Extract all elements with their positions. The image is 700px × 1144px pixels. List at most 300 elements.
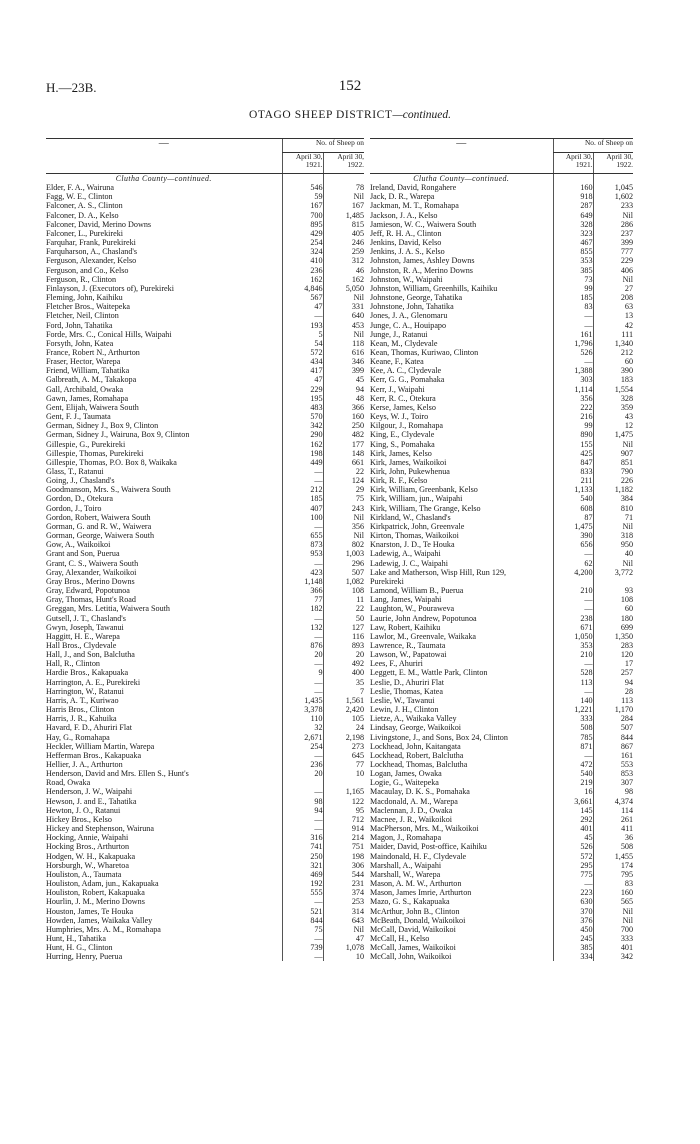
sheep-count-1921: — [282, 522, 323, 531]
sheep-count-1921: 99 [553, 421, 593, 430]
sheep-count-1922: Nil [323, 925, 364, 934]
sheep-count-1921: 155 [553, 440, 593, 449]
table-row [370, 311, 633, 320]
owner-name: Ladewig, J. C., Waipahi [370, 558, 448, 568]
owner-name: Purekireki [370, 576, 404, 586]
sheep-count-1921: 342 [282, 421, 323, 430]
sheep-count-1921: — [282, 632, 323, 641]
sheep-count-1921: — [282, 815, 323, 824]
sheep-count-1922: 42 [593, 321, 633, 330]
sheep-count-1922: 180 [593, 614, 633, 623]
owner-name: Gow, A., Waikoikoi [46, 540, 111, 550]
table-row [46, 476, 364, 485]
owner-name: Laurie, John Andrew, Popotunoa [370, 613, 477, 623]
right-sheep-table [370, 138, 633, 961]
sheep-count-1922: 374 [323, 888, 364, 897]
owner-name: Magon, J., Romahapa [370, 833, 442, 843]
sheep-count-1921: 1,435 [282, 696, 323, 705]
owner-name: Farquharson, A., Chasland's [46, 247, 138, 257]
sheep-count-1921: 193 [282, 321, 323, 330]
owner-name: Johnston, William, Greenhills, Kaihiku [370, 283, 498, 293]
date-header-1922: April 30, 1922. [323, 153, 364, 174]
sheep-count-1921: 77 [282, 595, 323, 604]
sheep-count-1922: Nil [323, 293, 364, 302]
sheep-count-1922: 853 [593, 769, 633, 778]
owner-name: Kilgour, J., Romahapa [370, 421, 444, 431]
sheep-count-1922: 802 [323, 540, 364, 549]
table-row [46, 467, 364, 476]
left-table-body [46, 174, 364, 962]
owner-name: Logie, G., Waitepeka [370, 778, 439, 788]
sheep-count-1921: 385 [553, 266, 593, 275]
table-row [46, 879, 364, 888]
sheep-count-1921: 236 [282, 266, 323, 275]
table-row [370, 568, 633, 577]
table-row [370, 659, 633, 668]
sheep-count-1921: 366 [282, 586, 323, 595]
sheep-count-1922: 553 [593, 760, 633, 769]
sheep-count-1922: 13 [593, 311, 633, 320]
table-row [370, 293, 633, 302]
sheep-count-1921: 483 [282, 403, 323, 412]
table-row [46, 348, 364, 357]
sheep-count-1922: 867 [593, 742, 633, 751]
table-row [46, 614, 364, 623]
table-row [46, 485, 364, 494]
sheep-count-1921: 5 [282, 330, 323, 339]
sheep-count-1921: 3,661 [553, 797, 593, 806]
sheep-count-1922: 60 [593, 604, 633, 613]
owner-name: Kirk, John, Pukewhenua [370, 467, 450, 476]
table-row [370, 266, 633, 275]
sheep-count-1922: 162 [323, 275, 364, 284]
sheep-count-1922: Nil [593, 440, 633, 449]
sheep-count-1922: 231 [323, 879, 364, 888]
table-row [46, 751, 364, 760]
owner-name: Hall, R., Clinton [46, 659, 100, 669]
sheep-count-1921: 567 [282, 293, 323, 302]
sheep-count-1922: 342 [593, 952, 633, 961]
table-row [46, 522, 364, 531]
sheep-count-1921: 671 [553, 623, 593, 632]
sheep-count-1922: 63 [593, 302, 633, 311]
sheep-count-1922: 346 [323, 357, 364, 366]
owner-name: Lindsay, George, Waikoikoi [370, 723, 462, 733]
sheep-count-1922: 226 [593, 476, 633, 485]
sheep-count-1921: 192 [282, 879, 323, 888]
owner-name: Gray, Alexander, Waikoikoi [46, 567, 137, 577]
table-row [46, 641, 364, 650]
sheep-count-1921: 1,221 [553, 705, 593, 714]
sheep-count-1921: — [282, 476, 323, 485]
sheep-count-1922: Nil [593, 211, 633, 220]
owner-name: Johnston, R. A., Merino Downs [370, 265, 473, 275]
sheep-count-1921: 450 [553, 925, 593, 934]
table-row [370, 440, 633, 449]
sheep-count-1922: 844 [593, 733, 633, 742]
sheep-count-1921: — [553, 604, 593, 613]
owner-name: Hunt, H. G., Clinton [46, 943, 113, 953]
sheep-count-1921: 2,671 [282, 733, 323, 742]
sheep-count-1922: 250 [323, 421, 364, 430]
owner-name: McArthur, John B., Clinton [370, 906, 460, 916]
sheep-count-1921: 83 [553, 302, 593, 311]
owner-name: Gillespie, Thomas, Purekireki [46, 448, 144, 458]
sheep-count-1922: 1,485 [323, 211, 364, 220]
table-row [46, 733, 364, 742]
owner-name: Gordon, Robert, Waiwera South [46, 512, 151, 522]
sheep-count-1921: 890 [553, 430, 593, 439]
sheep-count-1922: 212 [593, 348, 633, 357]
sheep-count-1922: 198 [323, 852, 364, 861]
date-header-1921: April 30, 1921. [282, 153, 323, 174]
sheep-count-1922: Nil [593, 559, 633, 568]
sheep-count-1921: 423 [282, 568, 323, 577]
table-row [46, 934, 364, 943]
sheep-count-1922: 120 [593, 650, 633, 659]
owner-name: Falconer, David, Merino Downs [46, 219, 152, 229]
table-row [46, 815, 364, 824]
sheep-count-1921: — [553, 751, 593, 760]
left-sheep-table [46, 138, 364, 961]
table-row [370, 229, 633, 238]
sheep-count-1921: 113 [553, 678, 593, 687]
table-row [370, 220, 633, 229]
sheep-count-1922: 507 [323, 568, 364, 577]
owner-name: Jenkins, J. A. S., Kelso [370, 247, 445, 257]
owner-name: Houliston, Adam, jun., Kakapuaka [46, 879, 159, 889]
owner-name: Hocking Bros., Arthurton [46, 842, 130, 852]
sheep-count-1921: 223 [553, 888, 593, 897]
table-row [370, 375, 633, 384]
sheep-count-1921: 608 [553, 504, 593, 513]
sheep-count-1922: 10 [323, 769, 364, 778]
owner-name: Falconer, D. A., Kelso [46, 210, 119, 220]
owner-name: Maindonald, H. F., Clydevale [370, 851, 467, 861]
owner-name: Macnee, J. R., Waikoikoi [370, 814, 453, 824]
owner-name: Marshall, W., Warepa [370, 869, 441, 879]
owner-name: Gray Bros., Merino Downs [46, 576, 135, 586]
sheep-count-1922: 174 [593, 861, 633, 870]
sheep-count-1922: 229 [593, 256, 633, 265]
sheep-count-1921: 656 [553, 540, 593, 549]
table-row [46, 778, 364, 787]
sheep-count-1922: 108 [323, 586, 364, 595]
owner-name: Houliston, A., Taumata [46, 869, 122, 879]
owner-name: Kerse, James, Kelso [370, 402, 436, 412]
table-row [46, 888, 364, 897]
owner-name: German, Sidney J., Wairuna, Box 9, Clinton [46, 430, 190, 440]
table-row [46, 201, 364, 210]
owner-name: Forde, Mrs. C., Conical Hills, Waipahi [46, 329, 172, 339]
sheep-count-1922: 22 [323, 467, 364, 476]
sheep-count-1922: 699 [593, 623, 633, 632]
sheep-count-1921: 4,846 [282, 284, 323, 293]
owner-name: Johnston, James, Ashley Downs [370, 256, 475, 266]
owner-name: Kee, A. C., Clydevale [370, 366, 442, 376]
table-row [46, 833, 364, 842]
table-row [46, 952, 364, 961]
table-row [370, 623, 633, 632]
sheep-count-1921: 467 [553, 238, 593, 247]
sheep-count-1922: 643 [323, 916, 364, 925]
sheep-count-1922: Nil [323, 513, 364, 522]
sheep-count-1921 [553, 577, 593, 586]
table-row [46, 668, 364, 677]
owner-name: Hall Bros., Clydevale [46, 640, 117, 650]
owner-name: Gordon, D., Otekura [46, 494, 114, 504]
table-row [46, 925, 364, 934]
table-row [370, 614, 633, 623]
sheep-count-1921: — [282, 824, 323, 833]
table-row [370, 870, 633, 879]
date-header-1921: April 30, 1921. [553, 153, 593, 174]
sheep-count-1922: 78 [323, 183, 364, 192]
owner-name: Livingstone, J., and Sons, Box 24, Clinton [370, 732, 508, 742]
right-column [370, 138, 633, 961]
sheep-count-1921: 508 [553, 723, 593, 732]
sheep-count-1922: 75 [323, 494, 364, 503]
sheep-count-1921: — [553, 595, 593, 604]
owner-name: Leslie, W., Tawanui [370, 695, 435, 705]
owner-name: Hurring, Henry, Puerua [46, 952, 123, 962]
table-row [46, 430, 364, 439]
sheep-count-1921: 1,796 [553, 339, 593, 348]
owner-name: Friend, William, Tahatika [46, 366, 130, 376]
table-row [370, 907, 633, 916]
sheep-count-1922: 160 [323, 412, 364, 421]
sheep-count-1921: 245 [553, 934, 593, 943]
sheep-count-1922: 1,165 [323, 787, 364, 796]
sheep-count-1921: — [282, 311, 323, 320]
sheep-count-1922: 40 [593, 549, 633, 558]
sheep-count-1922: Nil [593, 907, 633, 916]
sheep-count-1922: 616 [323, 348, 364, 357]
owner-name: Kirk, William, The Grange, Kelso [370, 503, 481, 513]
sheep-count-1922: 243 [323, 504, 364, 513]
owner-name: King, E., Clydevale [370, 430, 435, 440]
sheep-count-1922: 261 [593, 815, 633, 824]
owner-name: Henderson, J. W., Waipahi [46, 787, 133, 797]
owner-name: Gall, Archibald, Owaka [46, 384, 124, 394]
sheep-count-1922: 1,340 [593, 339, 633, 348]
sheep-count-1921: 132 [282, 623, 323, 632]
owner-name: McCall, H., Kelso [370, 933, 430, 943]
owner-name: Hefferman Bros., Kakapuaka [46, 750, 142, 760]
sheep-count-1922: 795 [593, 870, 633, 879]
owner-name: Havard, F. D., Ahuriri Flat [46, 723, 133, 733]
table-row [370, 494, 633, 503]
sheep-count-1922: 111 [593, 330, 633, 339]
sheep-count-1922: 751 [323, 842, 364, 851]
page-title [0, 109, 700, 121]
owner-name: Lawlor, M., Greenvale, Waikaka [370, 631, 477, 641]
sheep-count-1921: 356 [553, 394, 593, 403]
table-row [46, 742, 364, 751]
sheep-count-1921: 1,050 [553, 632, 593, 641]
sheep-count-1921: 161 [553, 330, 593, 339]
table-row [46, 842, 364, 851]
table-row [46, 458, 364, 467]
sheep-count-1922: 167 [323, 201, 364, 210]
sheep-count-1922: 331 [323, 302, 364, 311]
table-row [46, 211, 364, 220]
owner-name: Henderson, David and Mrs. Ellen S., Hunt's [46, 769, 189, 779]
sheep-count-1922: 29 [323, 485, 364, 494]
owner-name: Fagg, W. E., Clinton [46, 192, 113, 202]
table-row [46, 339, 364, 348]
table-row [370, 852, 633, 861]
owner-name: Ferguson, Alexander, Kelso [46, 256, 137, 266]
table-row [46, 787, 364, 796]
table-row [370, 430, 633, 439]
table-row [46, 192, 364, 201]
owner-name: Harris, J. R., Kahuika [46, 714, 117, 724]
sheep-count-1921: 316 [282, 833, 323, 842]
table-row [370, 714, 633, 723]
sheep-count-1921: 526 [553, 842, 593, 851]
sheep-count-1921: 417 [282, 366, 323, 375]
table-row [370, 559, 633, 568]
owner-name: Maclennan, J. D., Owaka [370, 805, 453, 815]
sheep-count-1922: 116 [323, 632, 364, 641]
sheep-count-1921: 1,148 [282, 577, 323, 586]
sheep-count-1922: 907 [593, 449, 633, 458]
owner-name: Gent, Elijah, Waiwera South [46, 402, 139, 412]
sheep-count-1922: 405 [323, 229, 364, 238]
sheep-count-1921: 775 [553, 870, 593, 879]
owner-name: Lockhead, Robert, Balclutha [370, 750, 464, 760]
sheep-count-1921: 32 [282, 723, 323, 732]
sheep-count-1921: 212 [282, 485, 323, 494]
owner-name: Haggitt, H. E., Warepa [46, 631, 120, 641]
table-row [46, 504, 364, 513]
sheep-count-1922: 118 [323, 339, 364, 348]
table-row [370, 760, 633, 769]
sheep-count-1921: — [282, 467, 323, 476]
sheep-count-1921: — [282, 678, 323, 687]
sheep-count-1922: 453 [323, 321, 364, 330]
sheep-count-1921: 99 [553, 284, 593, 293]
table-row [370, 412, 633, 421]
sheep-group-header: No. of Sheep on [553, 139, 633, 153]
table-row [370, 302, 633, 311]
table-row [370, 595, 633, 604]
table-row [46, 549, 364, 558]
sheep-count-1922: 384 [593, 494, 633, 503]
sheep-count-1922: 114 [593, 806, 633, 815]
table-row [46, 650, 364, 659]
sheep-count-1921: 54 [282, 339, 323, 348]
owner-name: Johnstone, John, Tahatika [370, 302, 454, 312]
owner-name: Hewson, J. and E., Tahatika [46, 796, 137, 806]
sheep-count-1922: 7 [323, 687, 364, 696]
sheep-count-1921: 20 [282, 769, 323, 778]
county-heading: Clutha County—continued. [115, 174, 212, 183]
sheep-count-1921: 472 [553, 760, 593, 769]
owner-name: Mazo, G. S., Kakapuaka [370, 897, 450, 907]
sheep-count-1921: 1,388 [553, 366, 593, 375]
owner-name: Law, Robert, Kaihiku [370, 622, 441, 632]
table-row [370, 275, 633, 284]
sheep-count-1921: 98 [282, 797, 323, 806]
sheep-count-1921: 385 [553, 943, 593, 952]
name-header: — [370, 139, 553, 174]
sheep-count-1921: 236 [282, 760, 323, 769]
owner-name: Ladewig, A., Waipahi [370, 549, 441, 559]
table-row [46, 696, 364, 705]
table-row [46, 238, 364, 247]
sheep-count-1922: 22 [323, 604, 364, 613]
sheep-count-1921: 94 [282, 806, 323, 815]
table-row [46, 705, 364, 714]
table-row [46, 302, 364, 311]
sheep-count-1922: 28 [593, 687, 633, 696]
sheep-count-1921: 45 [553, 833, 593, 842]
owner-name: Ford, John, Tahatika [46, 320, 113, 330]
owner-name: Heckler, William Martin, Warepa [46, 741, 155, 751]
sheep-count-1921: — [282, 897, 323, 906]
owner-name: Leggett, E. M., Wattle Park, Clinton [370, 668, 488, 678]
sheep-count-1922: 640 [323, 311, 364, 320]
table-row [46, 824, 364, 833]
owner-name: Jenkins, David, Kelso [370, 238, 442, 248]
sheep-count-1922: 94 [593, 678, 633, 687]
sheep-count-1922: 10 [323, 952, 364, 961]
owner-name: Jones, J. A., Glenomaru [370, 311, 448, 321]
sheep-count-1922: 810 [593, 504, 633, 513]
sheep-count-1922: 712 [323, 815, 364, 824]
sheep-count-1922: 851 [593, 458, 633, 467]
owner-name: Hickey and Stephenson, Wairuna [46, 824, 154, 834]
owner-name: Gwyn, Joseph, Tawanui [46, 622, 124, 632]
sheep-count-1921: 353 [553, 256, 593, 265]
sheep-count-1921: 555 [282, 888, 323, 897]
table-row [46, 806, 364, 815]
table-row [370, 284, 633, 293]
owner-name: Keys, W. J., Toiro [370, 412, 429, 422]
table-row [46, 907, 364, 916]
table-row [370, 476, 633, 485]
owner-name: Greggan, Mrs. Letitia, Waiwera South [46, 604, 170, 614]
sheep-count-1922: 161 [593, 751, 633, 760]
table-row [46, 421, 364, 430]
table-row [370, 201, 633, 210]
sheep-count-1921: 160 [553, 183, 593, 192]
owner-name: Glass, T., Ratanui [46, 467, 104, 476]
table-row [46, 870, 364, 879]
owner-name: Fletcher, Neil, Clinton [46, 311, 119, 321]
table-row [46, 513, 364, 522]
table-row [46, 678, 364, 687]
sheep-count-1922: 20 [323, 650, 364, 659]
sheep-count-1921: 572 [553, 852, 593, 861]
sheep-count-1922: 45 [323, 375, 364, 384]
owner-name: Gutsell, J. T., Chasland's [46, 613, 126, 623]
owner-name: Gordon, J., Toiro [46, 503, 102, 513]
sheep-count-1921: 521 [282, 907, 323, 916]
table-row [370, 394, 633, 403]
table-row [46, 604, 364, 613]
owner-name: Lawrence, R., Taumata [370, 640, 446, 650]
sheep-count-1922 [323, 778, 364, 787]
sheep-count-1922: 127 [323, 623, 364, 632]
sheep-count-1921: 254 [282, 238, 323, 247]
sheep-count-1921: — [553, 549, 593, 558]
sheep-count-1921: 953 [282, 549, 323, 558]
owner-name: Jeff, R. H. A., Clinton [370, 228, 442, 238]
sheep-count-1921: 219 [553, 778, 593, 787]
